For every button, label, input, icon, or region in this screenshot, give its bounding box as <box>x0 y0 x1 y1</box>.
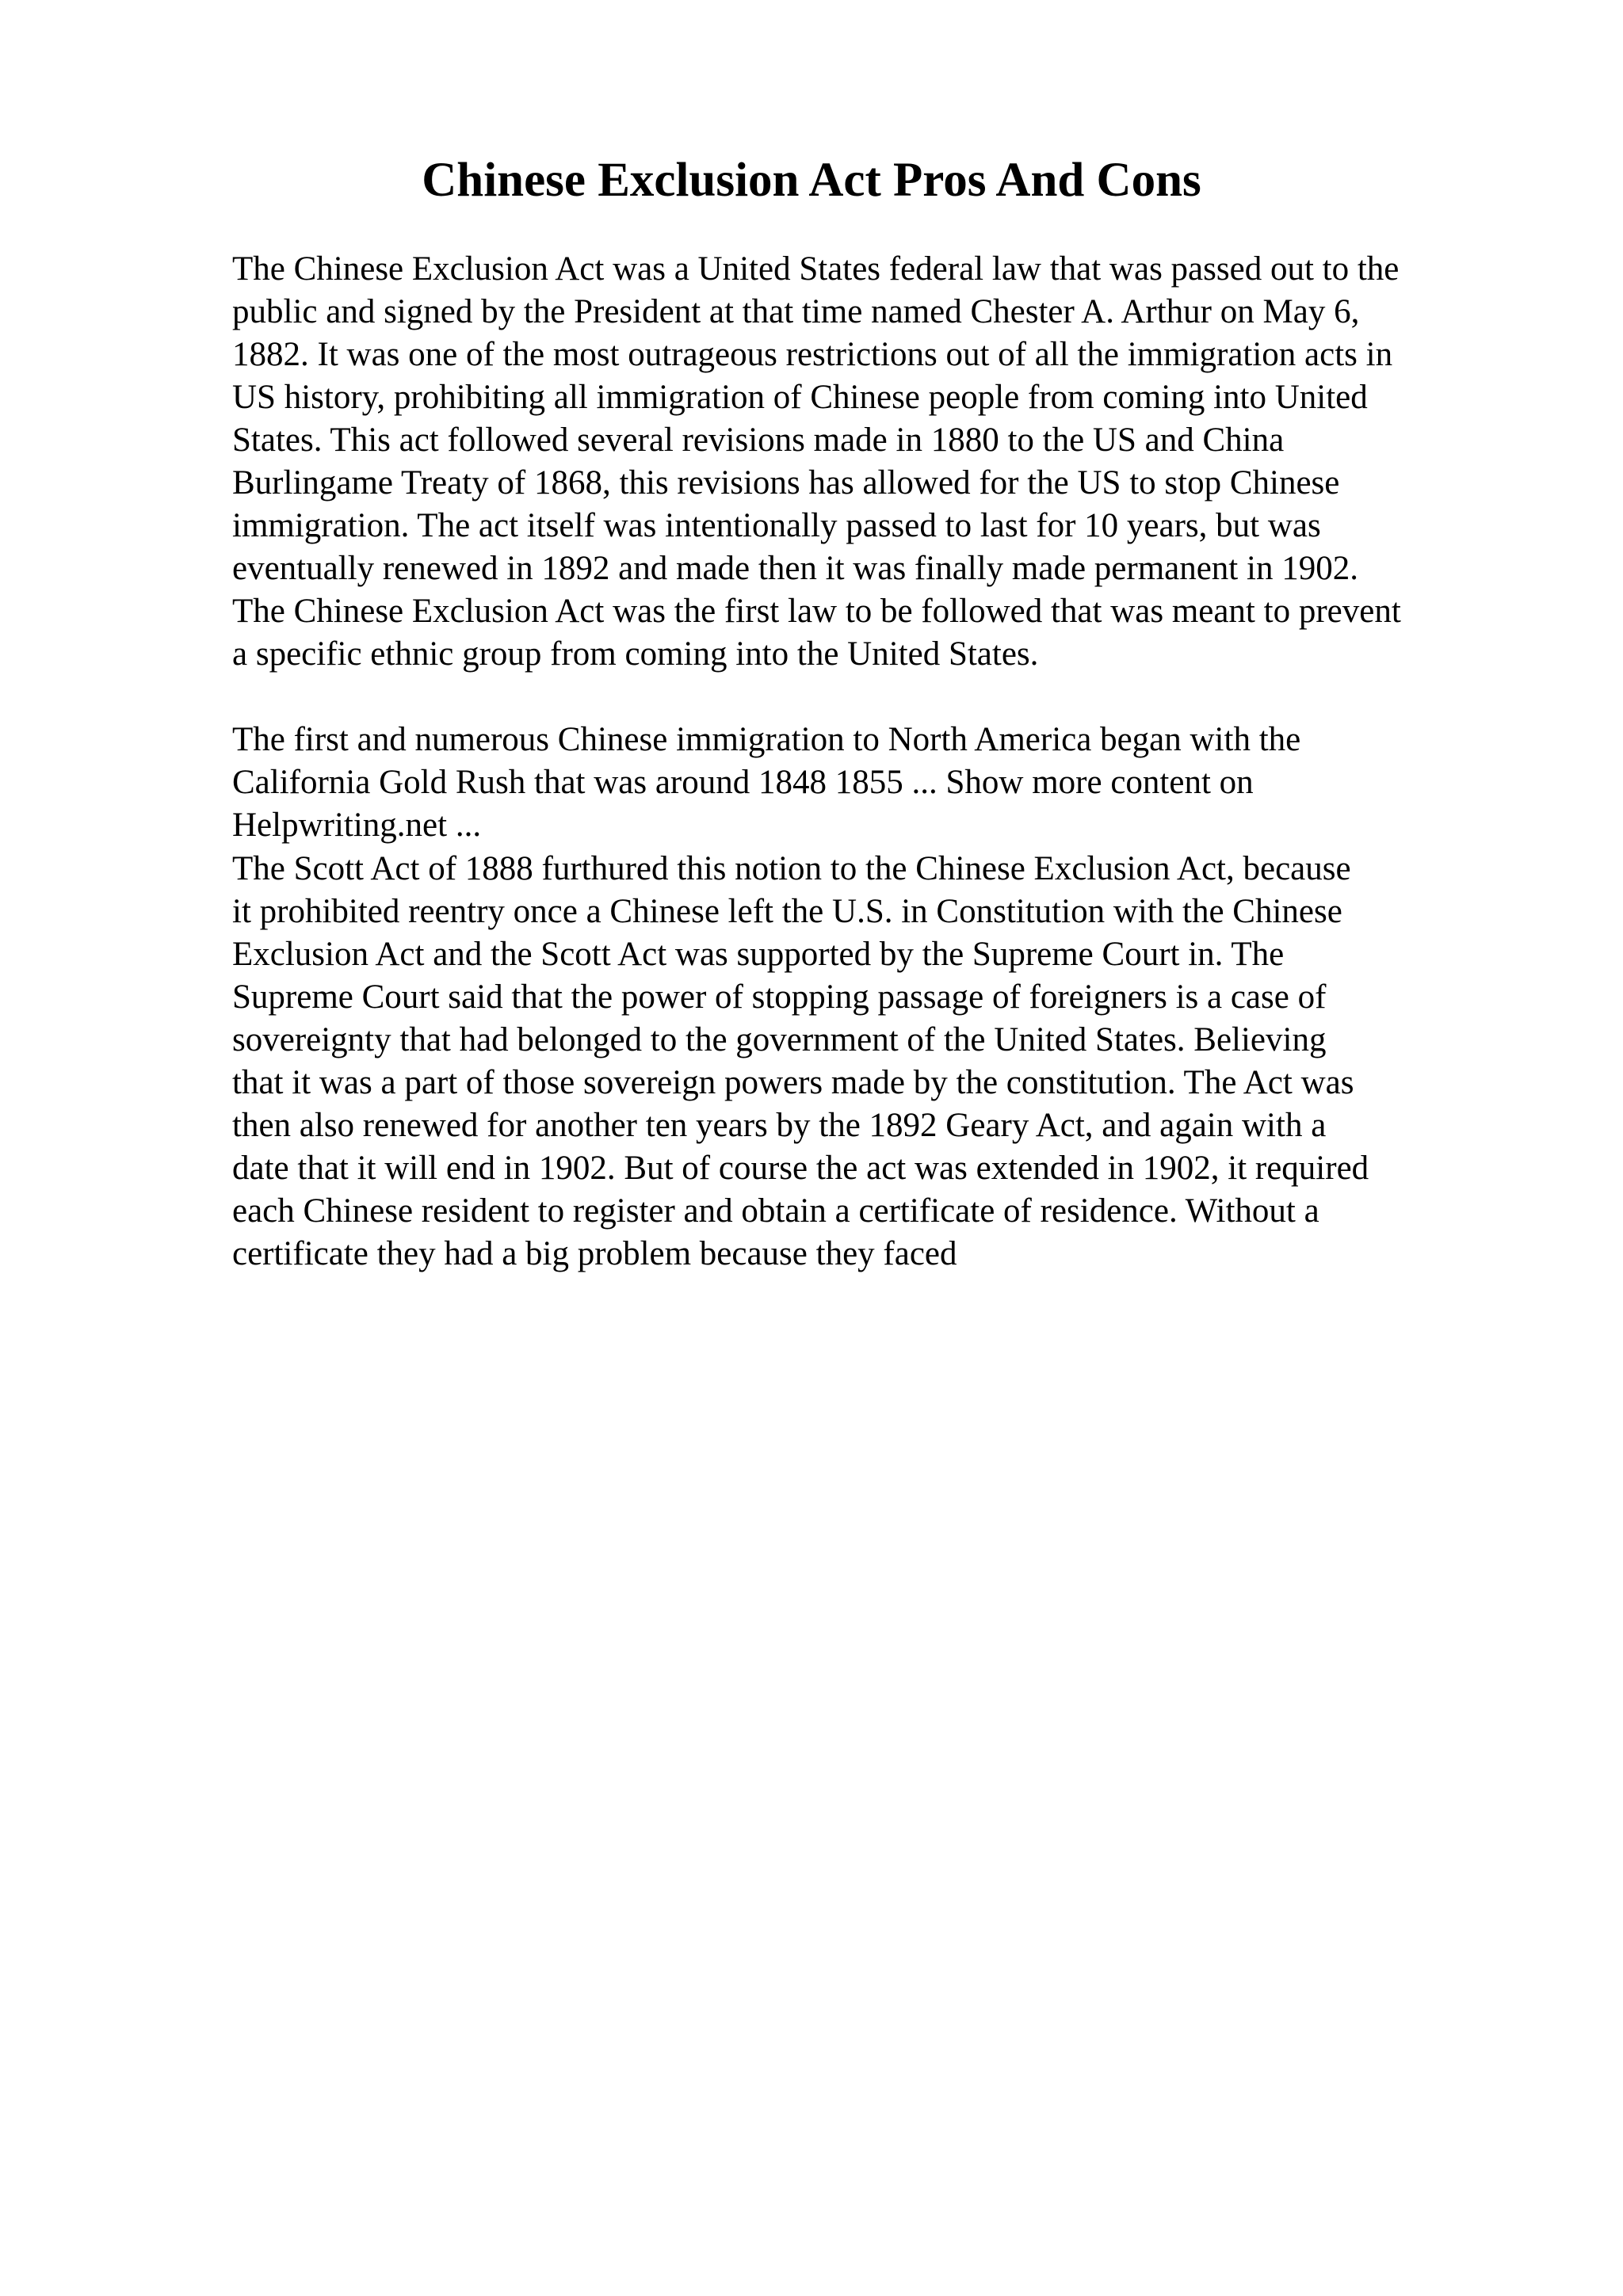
text-line: 1882. It was one of the most outrageous restrictions out of all the immigration acts in <box>232 336 1393 373</box>
paragraph-scott-act <box>232 848 1532 1276</box>
document-title: Chinese Exclusion Act Pros And Cons <box>422 154 1201 207</box>
text-line: a specific ethnic group from coming into the United States. <box>232 635 1039 673</box>
text-line: then also renewed for another ten years by the 1892 Geary Act, and again with a <box>232 1107 1327 1144</box>
text-line: each Chinese resident to register and obtain a certificate of residence. Without a <box>232 1192 1319 1230</box>
text-line: public and signed by the President at that time named Chester A. Arthur on May 6, <box>232 293 1360 330</box>
text-line: States. This act followed several revisions made in 1880 to the US and China <box>232 421 1285 459</box>
paragraph-gold-rush <box>232 719 1532 847</box>
text-line: date that it will end in 1902. But of course the act was extended in 1902, it required <box>232 1150 1369 1187</box>
paragraph-intro <box>232 248 1532 676</box>
text-line: The Chinese Exclusion Act was a United States federal law that was passed out to the <box>232 250 1400 288</box>
text-line: California Gold Rush that was around 1848 1855 ... Show more content on <box>232 764 1254 801</box>
text-line: Supreme Court said that the power of stopping passage of foreigners is a case of <box>232 978 1327 1016</box>
text-line: The first and numerous Chinese immigration to North America began with the <box>232 721 1301 758</box>
text-line: immigration. The act itself was intentionally passed to last for 10 years, but was <box>232 507 1321 544</box>
text-line: it prohibited reentry once a Chinese left the U.S. in Constitution with the Chinese <box>232 893 1342 930</box>
text-line: sovereignty that had belonged to the government of the United States. Believing <box>232 1021 1327 1058</box>
text-line: Exclusion Act and the Scott Act was supported by the Supreme Court in. The <box>232 936 1285 973</box>
text-line: Burlingame Treaty of 1868, this revisions has allowed for the US to stop Chinese <box>232 464 1340 502</box>
text-line: Helpwriting.net ... <box>232 807 482 844</box>
text-line: that it was a part of those sovereign powers made by the constitution. The Act was <box>232 1064 1354 1101</box>
text-line: certificate they had a big problem because they faced <box>232 1235 957 1272</box>
text-line: The Scott Act of 1888 furthured this notion to the Chinese Exclusion Act, because <box>232 850 1351 887</box>
text-line: US history, prohibiting all immigration of Chinese people from coming into United <box>232 379 1368 416</box>
text-line: eventually renewed in 1892 and made then it was finally made permanent in 1902. <box>232 550 1358 587</box>
text-line: The Chinese Exclusion Act was the first law to be followed that was meant to prevent <box>232 593 1401 630</box>
